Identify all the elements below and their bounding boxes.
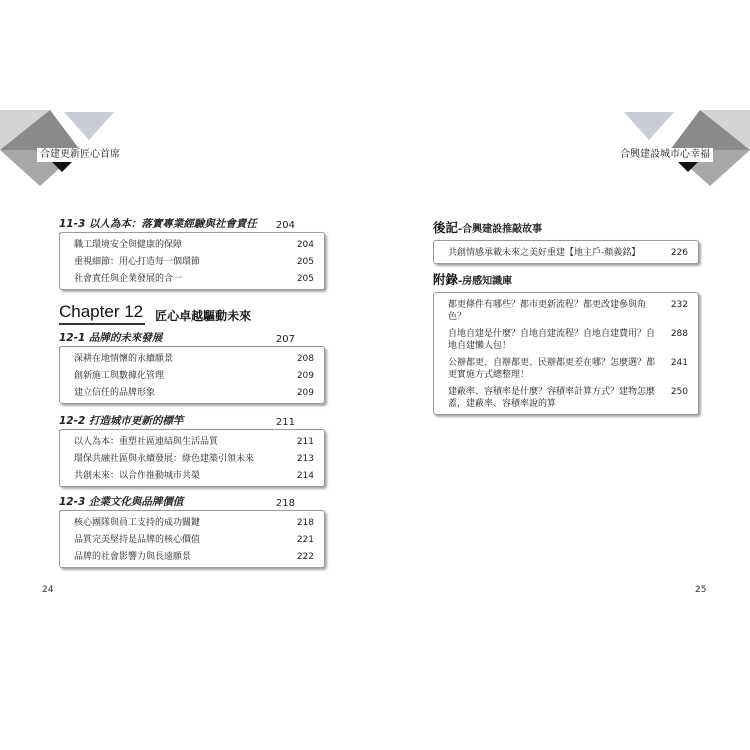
postscript-subtitle: -合興建設推敲故事 [458,224,543,235]
toc-entry[interactable] [74,367,314,384]
entry-page: 209 [296,387,314,398]
entry-text: 品牌的社會影響力與長遠願景 [74,551,192,562]
section-page: 211 [275,417,295,428]
chapter-name: 匠心卓越驅動未來 [155,309,252,323]
toc-entry[interactable] [74,467,314,484]
appendix-subtitle: -房感知識庫 [458,276,513,287]
appendix-heading[interactable] [433,270,512,288]
toc-entry[interactable] [448,383,688,412]
section-title: 12-3 企業文化與品牌價值 [59,496,184,508]
toc-entry[interactable] [74,450,314,467]
section-page: 207 [275,334,295,345]
entry-page: 222 [296,551,314,562]
postscript-heading[interactable] [433,218,542,236]
toc-entry-box-12-2 [59,429,325,487]
postscript-title: 後記 [433,220,459,235]
right-running-header: 合興建設城市心幸福 [617,148,713,162]
chapter-label: Chapter 12 [59,302,145,325]
entry-text: 重視細節：用心打造每一個環節 [74,256,201,267]
entry-page: 232 [670,299,688,310]
chapter-12-heading[interactable] [59,302,251,325]
entry-text: 共創情感承載未來之美好重建【地主戶-顏義銘】 [448,247,641,258]
left-page-number: 24 [42,585,54,595]
toc-entry[interactable] [74,514,314,531]
entry-page: 205 [296,273,314,284]
entry-text: 以人為本：重塑社區連結與生活品質 [74,436,219,447]
toc-entry-box-12-1 [59,346,325,404]
section-title: 11-3 以人為本：落實專業經驗與社會責任 [59,218,257,230]
entry-text: 都更條件有哪些？都市更新流程？都更改建參與角色？ [448,299,647,322]
toc-entry[interactable] [74,236,314,253]
toc-entry[interactable] [448,325,688,354]
entry-page: 213 [296,453,314,464]
entry-text: 深耕在地情懷的永續願景 [74,353,174,364]
entry-text: 創新施工與數據化管理 [74,370,165,381]
entry-text: 公辦都更、自辦都更、民辦都更差在哪？怎麼選？都更實施方式總整理！ [448,357,656,380]
entry-page: 288 [670,328,688,339]
entry-page: 211 [296,436,314,447]
section-page: 204 [275,220,295,231]
toc-entry-box-12-3 [59,510,325,568]
section-title: 12-1 品牌的未來發展 [59,332,163,344]
toc-entry[interactable] [448,354,688,383]
appendix-title: 附錄 [433,272,459,287]
toc-entry-box-postscript [433,240,699,264]
toc-entry[interactable] [74,253,314,270]
toc-entry[interactable] [74,350,314,367]
entry-page: 214 [296,470,314,481]
toc-entry[interactable] [74,531,314,548]
entry-page: 250 [670,386,688,397]
toc-entry-box-11-3 [59,232,325,290]
toc-entry[interactable] [448,244,688,261]
toc-entry[interactable] [74,548,314,565]
entry-page: 208 [296,353,314,364]
entry-text: 品質完美堅持是品牌的核心價值 [74,534,201,545]
toc-entry-box-appendix [433,292,699,415]
entry-text: 環保共融社區與永續發展：綠色建築引領未來 [74,453,255,464]
toc-entry[interactable] [74,270,314,287]
toc-entry[interactable] [448,296,688,325]
entry-text: 共創未來：以合作推動城市共榮 [74,470,201,481]
entry-page: 205 [296,256,314,267]
entry-page: 218 [296,517,314,528]
entry-page: 226 [670,247,688,258]
toc-entry[interactable] [74,433,314,450]
right-page-number: 25 [695,585,707,595]
entry-page: 241 [670,357,688,368]
entry-text: 自地自建是什麼？自地自建流程？自地自建費用？自地自建懶人包！ [448,328,656,351]
section-title: 12-2 打造城市更新的標竿 [59,415,184,427]
entry-page: 221 [296,534,314,545]
toc-entry[interactable] [74,384,314,401]
entry-text: 建蔽率、容積率是什麼？容積率計算方式？建物怎麼蓋，建蔽率、容積率說的算 [448,386,656,409]
section-page: 218 [275,498,295,509]
entry-page: 204 [296,239,314,250]
entry-text: 核心團隊與員工支持的成功關鍵 [74,517,201,528]
entry-page: 209 [296,370,314,381]
entry-text: 建立信任的品牌形象 [74,387,156,398]
left-running-header: 合建更新匠心首席 [37,148,123,162]
entry-text: 社會責任與企業發展的合一 [74,273,183,284]
entry-text: 職工環境安全與健康的保障 [74,239,183,250]
